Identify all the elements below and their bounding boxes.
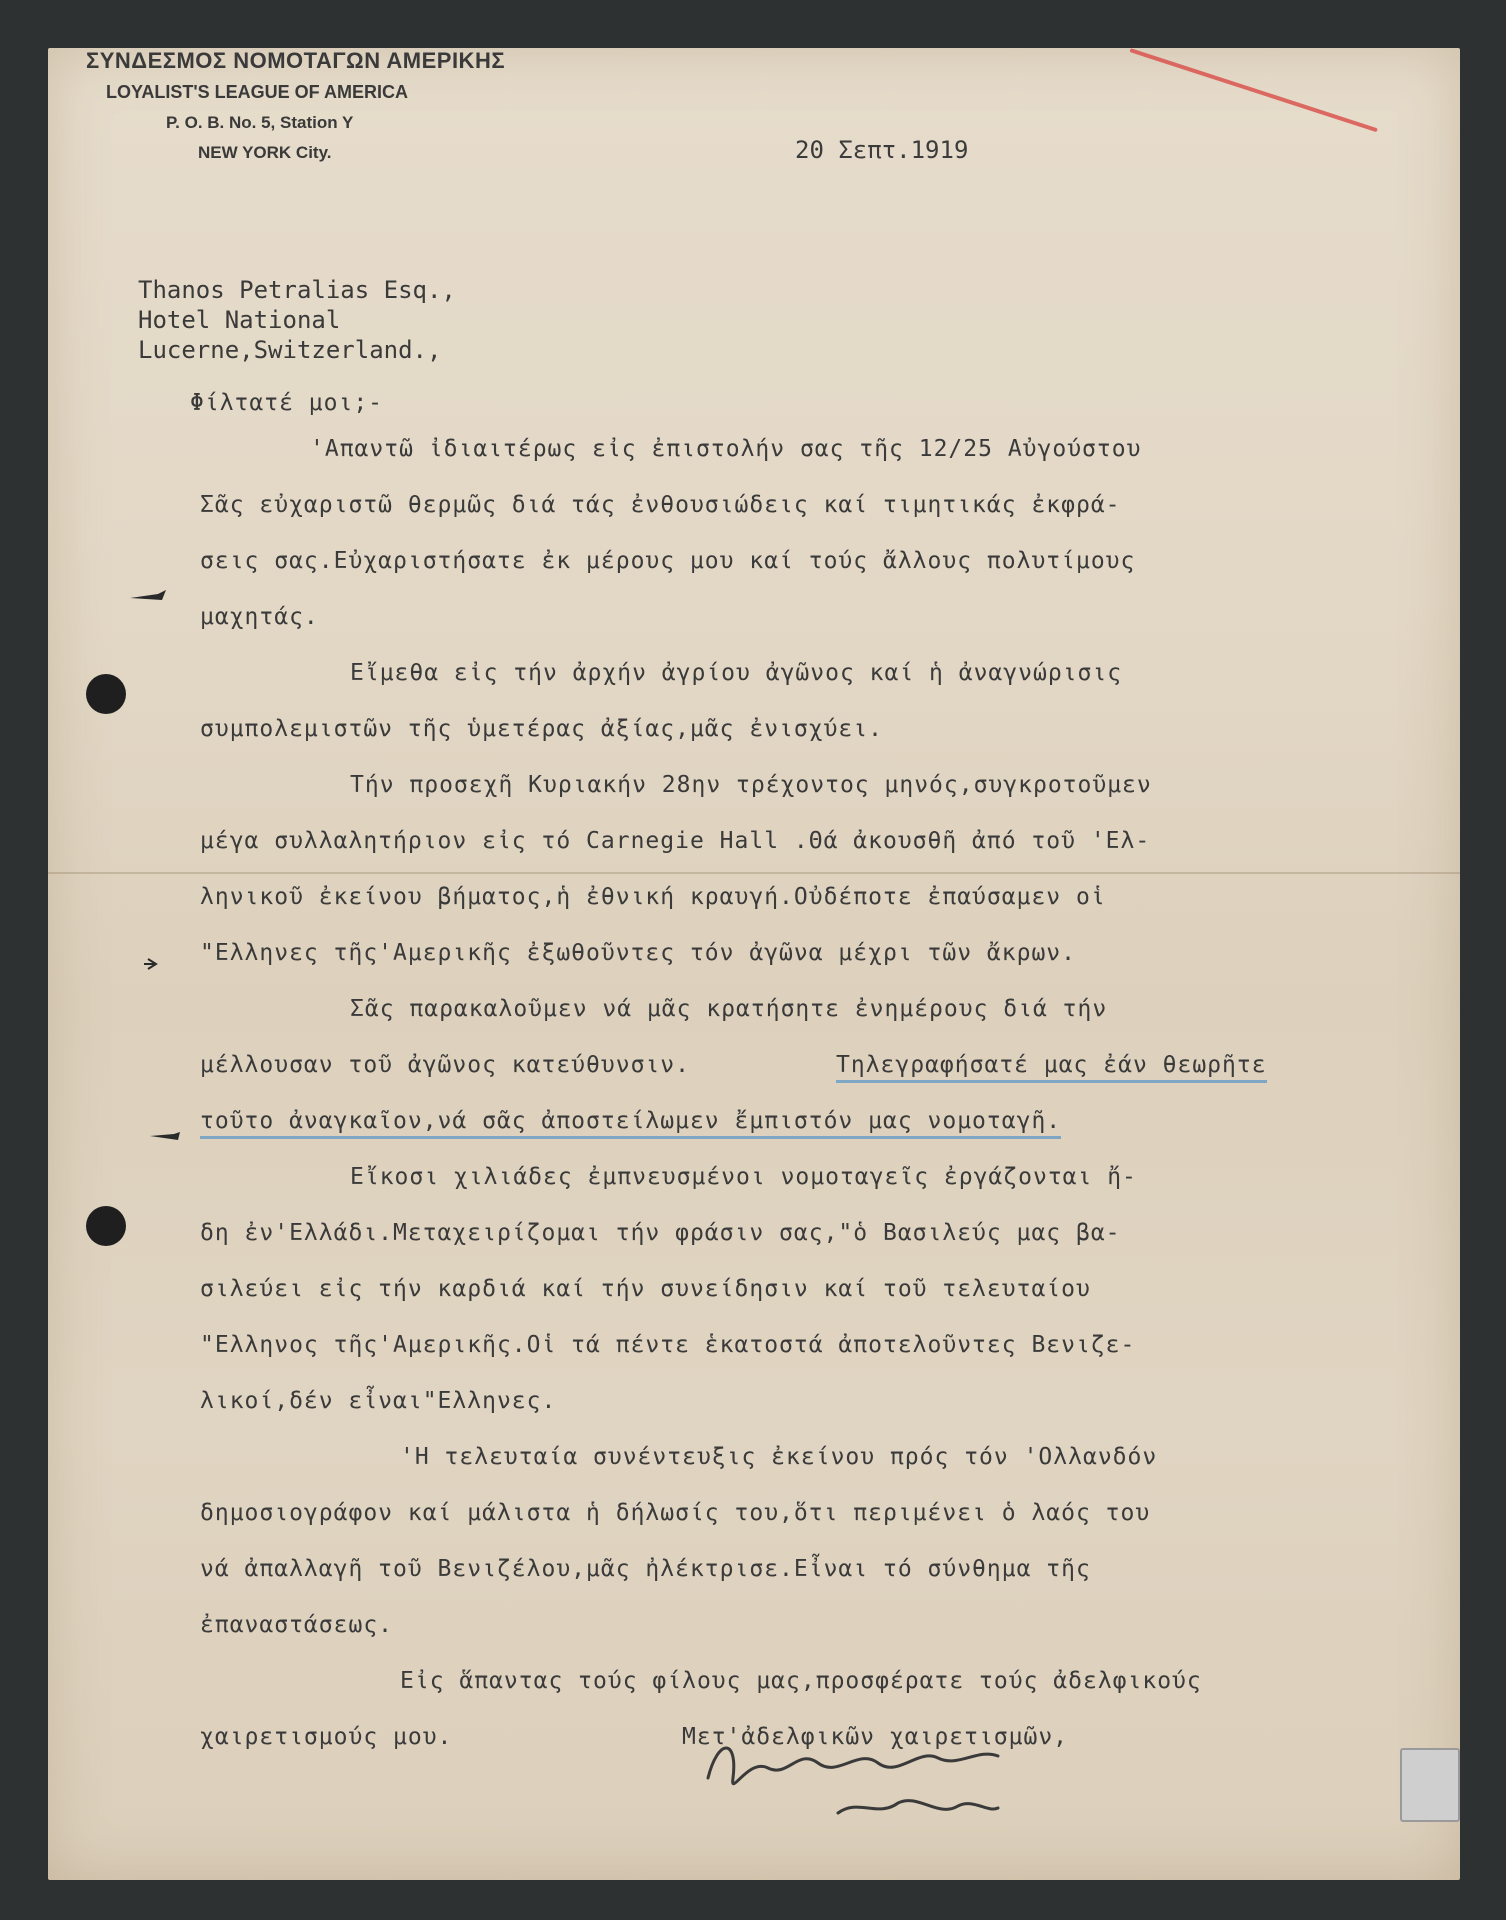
margin-arrow-icon bbox=[128, 588, 168, 604]
underlined-text: Τηλεγραφήσατέ μας ἐάν θεωρῆτε bbox=[836, 1052, 1267, 1083]
letterhead bbox=[86, 48, 505, 163]
body-line: Σᾶς παρακαλοῦμεν νά μᾶς κρατήσητε ἐνημέρους διά τήν bbox=[350, 996, 1108, 1022]
org-city: NEW YORK City. bbox=[198, 143, 332, 162]
body-line: 'Η τελευταία συνέντευξις ἐκείνου πρός τόν 'Ολλανδόν bbox=[400, 1444, 1158, 1470]
address-line: Lucerne,Switzerland., bbox=[138, 336, 442, 364]
body-line: δη ἐν'Ελλάδι.Μεταχειρίζομαι τήν φράσιν σας,"ὁ Βασιλεύς μας βα- bbox=[200, 1220, 1121, 1246]
body-line: Τήν προσεχῆ Κυριακήν 28ην τρέχοντος μηνός,συγκροτοῦμεν bbox=[350, 772, 1152, 798]
org-address: P. O. B. No. 5, Station Y bbox=[166, 113, 354, 132]
body-line: Εἴκοσι χιλιάδες ἐμπνευσμένοι νομοταγεῖς ἐργάζονται ἤ- bbox=[350, 1164, 1137, 1190]
body-line: "Ελληνες τῆς'Αμερικῆς ἐξωθοῦντες τόν ἀγῶνα μέχρι τῶν ἄκρων. bbox=[200, 940, 1076, 966]
margin-arrow-icon bbox=[142, 956, 182, 972]
body-line: Εἰς ἅπαντας τούς φίλους μας,προσφέρατε τούς ἀδελφικούς bbox=[400, 1668, 1202, 1694]
body-line: μέγα συλλαλητήριον εἰς τό Carnegie Hall .Θά ἀκουσθῆ ἀπό τοῦ 'Ελ- bbox=[200, 828, 1151, 854]
underlined-text: τοῦτο ἀναγκαῖον,νά σᾶς ἀποστείλωμεν ἔμπιστόν μας νομοταγῆ. bbox=[200, 1108, 1061, 1139]
body-line: μέλλουσαν τοῦ ἀγῶνος κατεύθυνσιν. bbox=[200, 1052, 690, 1078]
org-name-greek: ΣΥΝΔΕΣΜΟΣ ΝΟΜΟΤΑΓΩΝ ΑΜΕΡΙΚΗΣ bbox=[86, 48, 506, 73]
punch-hole bbox=[86, 674, 126, 714]
body-line: Εἴμεθα εἰς τήν ἀρχήν ἀγρίου ἀγῶνος καί ἡ ἀναγνώρισις bbox=[350, 660, 1123, 686]
margin-arrow-icon bbox=[148, 1128, 188, 1144]
body-line: συμπολεμιστῶν τῆς ὑμετέρας ἀξίας,μᾶς ἐνισχύει. bbox=[200, 716, 883, 742]
fold-line bbox=[48, 872, 1460, 874]
body-line: 'Απαντῶ ἰδιαιτέρως εἰς ἐπιστολήν σας τῆς 12/25 Αὐγούστου bbox=[310, 436, 1142, 462]
body-line: σιλεύει εἰς τήν καρδιά καί τήν συνείδησιν καί τοῦ τελευταίου bbox=[200, 1276, 1091, 1302]
body-line: σεις σας.Εὐχαριστήσατε ἐκ μέρους μου καί τούς ἄλλους πολυτίμους bbox=[200, 548, 1136, 574]
red-pencil-mark bbox=[1129, 48, 1378, 132]
org-name-english: LOYALIST'S LEAGUE OF AMERICA bbox=[106, 82, 408, 102]
body-line: μαχητάς. bbox=[200, 604, 319, 630]
letter-date: 20 Σεπτ.1919 bbox=[795, 136, 969, 164]
body-line: ληνικοῦ ἐκείνου βήματος,ἡ ἐθνική κραυγή.Οὐδέποτε ἐπαύσαμεν οἱ bbox=[200, 884, 1106, 910]
handwritten-signature bbox=[688, 1718, 1088, 1828]
punch-hole bbox=[86, 1206, 126, 1246]
address-line: Hotel National bbox=[138, 306, 341, 334]
address-line: Thanos Petralias Esq., bbox=[138, 276, 456, 304]
body-line: "Ελληνος τῆς'Αμερικῆς.Οἱ τά πέντε ἑκατοστά ἀποτελοῦντες Βενιζε- bbox=[200, 1332, 1136, 1358]
body-line: λικοί,δέν εἶναι"Ελληνες. bbox=[200, 1388, 557, 1414]
archive-stamp bbox=[1400, 1748, 1460, 1822]
body-line: ἐπαναστάσεως. bbox=[200, 1612, 394, 1638]
body-line: νά ἀπαλλαγῆ τοῦ Βενιζέλου,μᾶς ἠλέκτρισε.Εἶναι τό σύνθημα τῆς bbox=[200, 1556, 1091, 1582]
body-line: χαιρετισμούς μου. bbox=[200, 1724, 453, 1750]
closing-line: Μετ'ἀδελφικῶν χαιρετισμῶν, bbox=[682, 1724, 1069, 1750]
body-line: δημοσιογράφον καί μάλιστα ἡ δήλωσίς του,ὅτι περιμένει ὁ λαός του bbox=[200, 1500, 1151, 1526]
salutation: Φίλτατέ μοι;- bbox=[190, 390, 384, 416]
body-line: Σᾶς εὐχαριστῶ θερμῶς διά τάς ἐνθουσιώδεις καί τιμητικάς ἐκφρά- bbox=[200, 492, 1121, 518]
